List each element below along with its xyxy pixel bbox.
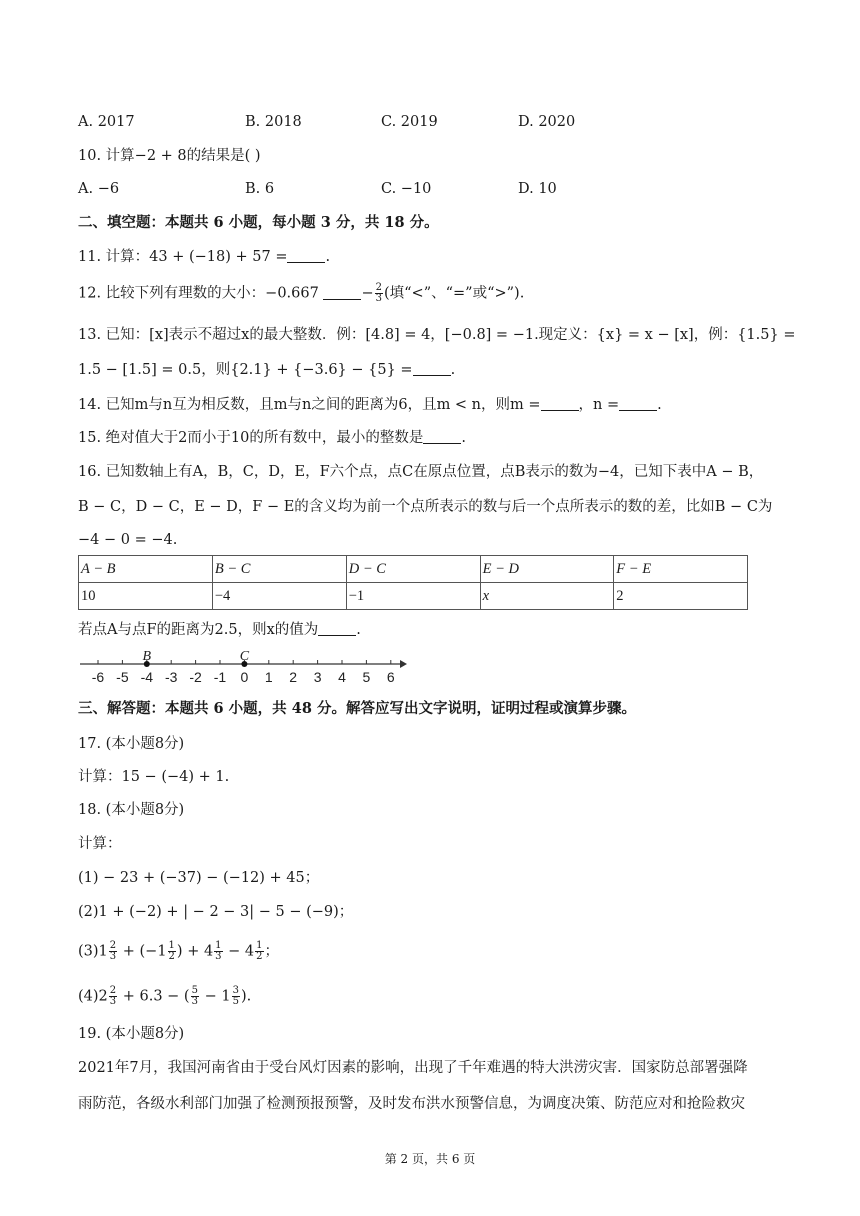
q16-table-head-cell: E − D <box>480 556 614 583</box>
frac-den: 3 <box>191 996 198 1007</box>
q13-line-1: 13. 已知：[x]表示不超过x的最大整数．例：[4.8] = 4，[−0.8] = −1.现定义：{x} = x − [x]，例：{1.5} = <box>78 327 796 343</box>
number-line-tick-label: 3 <box>313 669 322 685</box>
q11-text: 11. 计算：43 + (−18) + 57 = <box>78 249 288 265</box>
q18-item-4 <box>78 986 251 1007</box>
number-line-tick-label: -6 <box>91 669 105 685</box>
q14-suffix: . <box>657 397 662 413</box>
number-line-tick-label: -2 <box>189 669 202 685</box>
q15-text: 15. 绝对值大于2而小于10的所有数中，最小的整数是 <box>78 430 424 446</box>
q18-item-3-d: − 4 <box>223 943 255 960</box>
q13-line-2-text: 1.5 − [1.5] = 0.5，则{2.1} + {−3.6} − {5} = <box>78 362 413 378</box>
q12 <box>78 283 524 304</box>
frac-num: 1 <box>215 940 222 951</box>
q13-suffix: . <box>450 362 456 378</box>
number-line-tick-label: -1 <box>213 669 227 685</box>
q16-after <box>78 620 361 640</box>
frac-num: 1 <box>168 940 175 951</box>
q17-title: 17. (本小题8分) <box>78 736 185 752</box>
q12-fraction-num: 2 <box>375 282 382 293</box>
section-2-heading: 二、填空题：本题共 6 小题，每小题 3 分，共 18 分。 <box>78 214 439 231</box>
q16-table-value-row <box>79 583 748 610</box>
q15-blank <box>423 429 461 444</box>
q18-item-3 <box>78 941 279 962</box>
q16-table-head-cell: D − C <box>346 556 480 583</box>
q16-line-3: −4 − 0 = −4. <box>78 532 178 548</box>
q10-option-b: B. 6 <box>245 181 275 197</box>
page-footer: 第 2 页，共 6 页 <box>384 1152 476 1166</box>
number-line-tick-label: 0 <box>240 669 249 685</box>
q12-minus: − <box>361 285 374 302</box>
q18-title: 18. (本小题8分) <box>78 802 185 818</box>
q14-text-2: ，n = <box>578 397 620 413</box>
frac-den: 3 <box>109 951 117 962</box>
q16-table <box>78 555 748 610</box>
q18-item-4-c: − 1 <box>199 988 231 1005</box>
q18-frac-third <box>214 941 222 962</box>
q15-suffix: . <box>461 430 466 446</box>
q18-intro: 计算： <box>78 836 122 852</box>
q17-body: 计算：15 − (−4) + 1. <box>78 769 230 785</box>
q9-option-d: D. 2020 <box>518 114 576 130</box>
number-line-point-label: B <box>142 649 152 664</box>
q16-line-1: 16. 已知数轴上有A，B，C，D，E，F六个点，点C在原点位置，点B表示的数为−4，已知下表中A − B， <box>78 464 764 480</box>
q16-line-2: B − C，D − C，E − D，F − E的含义均为前一个点所表示的数与后一个点所表示的数的差，比如B − C为 <box>78 499 773 515</box>
q16-table-cell: x <box>480 583 614 610</box>
q14-blank-n <box>619 396 657 411</box>
q16-table-head-cell: B − C <box>212 556 346 583</box>
q10-option-d: D. 10 <box>518 181 557 197</box>
q10-option-a: A. −6 <box>78 181 120 197</box>
q18-item-4-a: (4)2 <box>78 988 108 1005</box>
section-3-heading: 三、解答题：本题共 6 小题，共 48 分。解答应写出文字说明，证明过程或演算步骤。 <box>78 700 636 717</box>
q12-text: 12. 比较下列有理数的大小：−0.667 <box>78 285 324 302</box>
q11-suffix: . <box>325 249 331 265</box>
q13-blank <box>413 361 451 376</box>
q18-frac-half-2 <box>255 941 263 962</box>
q11 <box>78 247 330 267</box>
q18-item-3-c: ) + 4 <box>176 943 214 960</box>
number-line-tick-label: -4 <box>140 669 154 685</box>
q19-line-1: 2021年7月，我国河南省由于受台风灯因素的影响，出现了千年难遇的特大洪涝灾害．国家防总部署强降 <box>78 1060 748 1076</box>
q18-frac-two-thirds-2 <box>109 986 117 1007</box>
q12-suffix: (填“<”、“=”或“>”). <box>383 285 525 302</box>
frac-num: 1 <box>256 940 263 951</box>
number-line-tick-label: 6 <box>386 669 395 685</box>
q15 <box>78 428 466 448</box>
q12-blank <box>323 285 361 300</box>
q18-item-2: (2)1 + (−2) + | − 2 − 3| − 5 − (−9)； <box>78 904 354 920</box>
q18-frac-two-thirds <box>109 941 117 962</box>
q18-frac-three-fifths <box>232 986 240 1007</box>
q16-blank <box>318 621 356 636</box>
q19-title: 19. (本小题8分) <box>78 1026 185 1042</box>
q14-text-1: 14. 已知m与n互为相反数，且m与n之间的距离为6，且m < n，则m = <box>78 397 541 413</box>
q12-fraction <box>375 283 383 304</box>
frac-num: 5 <box>191 985 198 996</box>
q18-item-3-a: (3)1 <box>78 943 108 960</box>
q18-frac-half <box>168 941 176 962</box>
q16-table-head-cell: A − B <box>79 556 213 583</box>
q16-table-cell: −4 <box>212 583 346 610</box>
q16-table-cell: 10 <box>79 583 213 610</box>
q16-table-head-cell: F − E <box>614 556 748 583</box>
number-line-tick-label: -3 <box>164 669 178 685</box>
q14 <box>78 395 662 415</box>
q11-blank <box>287 248 325 263</box>
frac-den: 2 <box>168 951 175 962</box>
number-line-tick-label: 2 <box>289 669 298 685</box>
q12-fraction-den: 3 <box>375 293 382 304</box>
q10-option-c: C. −10 <box>381 181 432 197</box>
number-line <box>78 648 408 686</box>
q18-item-4-d: ). <box>240 988 252 1005</box>
q18-item-3-b: + (−1 <box>118 943 167 960</box>
q18-item-1: (1) − 23 + (−37) − (−12) + 45； <box>78 870 320 886</box>
frac-num: 2 <box>109 940 117 951</box>
frac-den: 2 <box>256 951 263 962</box>
q9-option-c: C. 2019 <box>381 114 438 130</box>
frac-num: 3 <box>232 985 239 996</box>
q18-item-3-e: ； <box>264 943 280 960</box>
q18-frac-five-thirds <box>191 986 199 1007</box>
frac-den: 5 <box>232 996 239 1007</box>
number-line-point-label: C <box>239 649 250 664</box>
q16-table-header-row <box>79 556 748 583</box>
q16-after-suffix: . <box>356 622 361 638</box>
q14-blank-m <box>541 396 579 411</box>
q16-table-cell: −1 <box>346 583 480 610</box>
number-line-tick-label: -5 <box>116 669 129 685</box>
q16-table-cell: 2 <box>614 583 748 610</box>
number-line-tick-label: 1 <box>264 669 273 685</box>
frac-den: 3 <box>215 951 222 962</box>
q19-line-2: 雨防范，各级水利部门加强了检测预报预警，及时发布洪水预警信息，为调度决策、防范应对和抢险救灾 <box>78 1096 745 1112</box>
q18-item-4-b: + 6.3 − ( <box>118 988 190 1005</box>
q13-line-2 <box>78 360 455 380</box>
number-line-tick-label: 5 <box>362 669 371 685</box>
q16-after-text: 若点A与点F的距离为2.5，则x的值为 <box>78 622 319 638</box>
frac-den: 3 <box>109 996 117 1007</box>
number-line-arrow-icon <box>400 660 407 668</box>
q9-option-b: B. 2018 <box>245 114 302 130</box>
q9-option-a: A. 2017 <box>78 114 135 130</box>
number-line-tick-label: 4 <box>338 669 346 685</box>
q10-stem: 10. 计算−2 + 8的结果是( ) <box>78 148 261 164</box>
frac-num: 2 <box>109 985 117 996</box>
